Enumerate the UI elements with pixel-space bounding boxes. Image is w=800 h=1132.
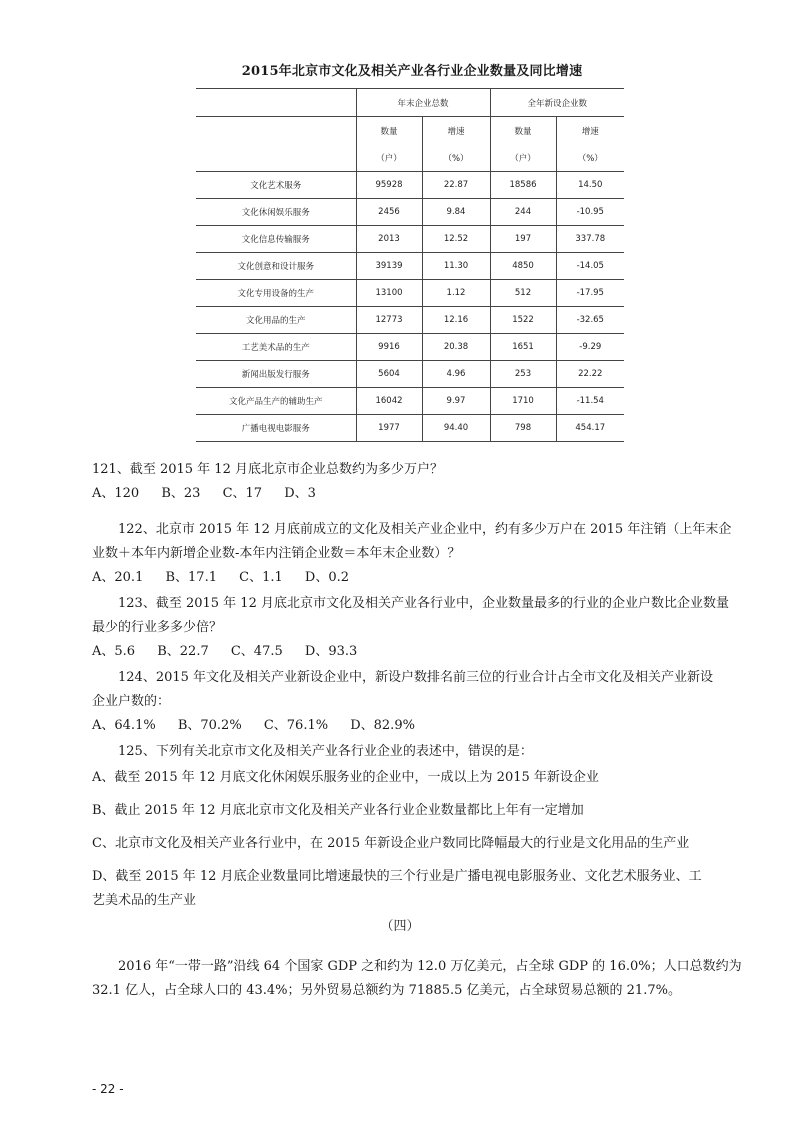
subheader-new-count: 数量: [490, 117, 556, 145]
unit-total-growth: （%）: [422, 144, 490, 172]
industry-name-cell: 文化信息传输服务: [196, 226, 356, 253]
table-stub-header: [196, 89, 356, 117]
option[interactable]: D、82.9%: [350, 718, 415, 733]
option[interactable]: B、22.7: [157, 644, 209, 659]
option[interactable]: D、3: [284, 486, 316, 501]
table-row: [196, 388, 624, 415]
subheader-total-growth: 增速: [422, 117, 490, 145]
question-124: [92, 666, 742, 738]
new-count-cell: 18586: [490, 172, 556, 199]
table-row: [196, 199, 624, 226]
new-count-cell: 798: [490, 415, 556, 442]
question-125-text: 125、下列有关北京市文化及相关产业各行业企业的表述中，错误的是：: [118, 744, 533, 759]
table-header-row: [196, 89, 624, 117]
total-growth-cell: 12.16: [422, 307, 490, 334]
new-growth-cell: -32.65: [556, 307, 624, 334]
option[interactable]: B、17.1: [165, 570, 217, 585]
option-c[interactable]: C、北京市文化及相关产业各行业中，在 2015 年新设企业户数同比降幅最大的行业是文化用品的生产业: [92, 836, 690, 851]
question-123-options: [92, 640, 742, 664]
new-growth-cell: 14.50: [556, 172, 624, 199]
total-count-cell: 2013: [356, 226, 422, 253]
enterprise-table: [196, 88, 624, 442]
question-122-options: [92, 566, 742, 590]
industry-name-cell: 文化专用设备的生产: [196, 280, 356, 307]
new-growth-cell: -9.29: [556, 334, 624, 361]
new-growth-cell: -11.54: [556, 388, 624, 415]
industry-name-cell: 工艺美术品的生产: [196, 334, 356, 361]
option-a[interactable]: A、截至 2015 年 12 月底文化休闲娱乐服务业的企业中，一成以上为 2015 年新设企业: [92, 770, 599, 785]
industry-name-cell: 文化艺术服务: [196, 172, 356, 199]
header-new-enterprises: 全年新设企业数: [490, 89, 624, 117]
industry-name-cell: 文化创意和设计服务: [196, 253, 356, 280]
section-heading: （四）: [380, 919, 420, 934]
total-growth-cell: 20.38: [422, 334, 490, 361]
new-growth-cell: -14.05: [556, 253, 624, 280]
total-growth-cell: 9.97: [422, 388, 490, 415]
industry-name-cell: 文化用品的生产: [196, 307, 356, 334]
table-title: 2015年北京市文化及相关产业各行业企业数量及同比增速: [241, 64, 583, 79]
option[interactable]: D、0.2: [304, 570, 349, 585]
question-123: [92, 592, 742, 664]
subheader-new-growth: 增速: [556, 117, 624, 145]
industry-name-cell: 新闻出版发行服务: [196, 361, 356, 388]
total-count-cell: 12773: [356, 307, 422, 334]
table-row: [196, 307, 624, 334]
table-row: [196, 226, 624, 253]
total-growth-cell: 9.84: [422, 199, 490, 226]
option[interactable]: B、70.2%: [177, 718, 242, 733]
table-row: [196, 415, 624, 442]
question-121-text: 121、截至 2015 年 12 月底北京市企业总数约为多少万户？: [92, 462, 443, 477]
total-count-cell: 16042: [356, 388, 422, 415]
total-growth-cell: 11.30: [422, 253, 490, 280]
new-growth-cell: 337.78: [556, 226, 624, 253]
option[interactable]: C、17: [222, 486, 263, 501]
new-count-cell: 197: [490, 226, 556, 253]
table-subheader-row: [196, 117, 624, 145]
table-row: [196, 361, 624, 388]
total-count-cell: 95928: [356, 172, 422, 199]
option[interactable]: A、64.1%: [92, 718, 156, 733]
option-d[interactable]: D、截至 2015 年 12 月底企业数量同比增速最快的三个行业是广播电视电影服务业、文化艺术服务业、工: [92, 869, 702, 884]
table-body: [196, 172, 624, 442]
option[interactable]: A、5.6: [92, 644, 136, 659]
option[interactable]: C、76.1%: [263, 718, 329, 733]
question-123-line2: 最少的行业多多少倍？: [92, 620, 223, 635]
new-count-cell: 1710: [490, 388, 556, 415]
total-count-cell: 5604: [356, 361, 422, 388]
new-growth-cell: 22.22: [556, 361, 624, 388]
total-count-cell: 9916: [356, 334, 422, 361]
table-row: [196, 334, 624, 361]
industry-name-cell: 文化休闲娱乐服务: [196, 199, 356, 226]
total-growth-cell: 94.40: [422, 415, 490, 442]
question-123-line1: 123、截至 2015 年 12 月底北京市文化及相关产业各行业中，企业数量最多的行业的企业户数比企业数量: [118, 596, 729, 611]
question-124-line2: 企业户数的：: [92, 694, 171, 709]
new-count-cell: 4850: [490, 253, 556, 280]
section-passage: [92, 955, 742, 1003]
question-125: [92, 740, 742, 913]
question-121: [92, 458, 742, 506]
new-growth-cell: -10.95: [556, 199, 624, 226]
total-growth-cell: 22.87: [422, 172, 490, 199]
total-count-cell: 2456: [356, 199, 422, 226]
header-year-end-total: 年末企业总数: [356, 89, 490, 117]
unit-total-count: （户）: [356, 144, 422, 172]
total-count-cell: 1977: [356, 415, 422, 442]
question-122-line2: 业数＋本年内新增企业数-本年内注销企业数＝本年末企业数）？: [92, 546, 461, 561]
new-count-cell: 512: [490, 280, 556, 307]
subheader-total-count: 数量: [356, 117, 422, 145]
passage-line2: 32.1 亿人，占全球人口的 43.4%；另外贸易总额约为 71885.5 亿美元，占全球贸易总额的 21.7%。: [92, 983, 681, 998]
unit-new-count: （户）: [490, 144, 556, 172]
table-units-row: [196, 144, 624, 172]
option-b[interactable]: B、截止 2015 年 12 月底北京市文化及相关产业各行业企业数量都比上年有一定增加: [92, 803, 584, 818]
question-124-options: [92, 714, 742, 738]
option[interactable]: A、120: [92, 486, 140, 501]
table-row: [196, 172, 624, 199]
page-number: - 22 -: [92, 1082, 124, 1096]
question-124-line1: 124、2015 年文化及相关产业新设企业中，新设户数排名前三位的行业合计占全市文化及相关产业新设: [118, 670, 714, 685]
question-122: [92, 518, 742, 590]
question-121-options: [92, 482, 742, 506]
question-122-line1: 122、北京市 2015 年 12 月底前成立的文化及相关产业企业中，约有多少万户在 2015 年注销（上年末企: [118, 522, 732, 537]
option[interactable]: A、20.1: [92, 570, 144, 585]
option[interactable]: C、47.5: [230, 644, 283, 659]
option-d-cont: 艺美术品的生产业: [92, 893, 197, 908]
new-growth-cell: 454.17: [556, 415, 624, 442]
new-count-cell: 1651: [490, 334, 556, 361]
passage-line1: 2016 年“一带一路”沿线 64 个国家 GDP 之和约为 12.0 万亿美元，占全球 GDP 的 16.0%；人口总数约为: [118, 959, 742, 974]
industry-name-cell: 广播电视电影服务: [196, 415, 356, 442]
total-growth-cell: 1.12: [422, 280, 490, 307]
unit-new-growth: （%）: [556, 144, 624, 172]
new-growth-cell: -17.95: [556, 280, 624, 307]
total-count-cell: 13100: [356, 280, 422, 307]
option[interactable]: C、1.1: [239, 570, 283, 585]
table-row: [196, 280, 624, 307]
option[interactable]: D、93.3: [304, 644, 358, 659]
total-count-cell: 39139: [356, 253, 422, 280]
option[interactable]: B、23: [161, 486, 201, 501]
industry-name-cell: 文化产品生产的辅助生产: [196, 388, 356, 415]
new-count-cell: 244: [490, 199, 556, 226]
total-growth-cell: 12.52: [422, 226, 490, 253]
table-row: [196, 253, 624, 280]
new-count-cell: 1522: [490, 307, 556, 334]
new-count-cell: 253: [490, 361, 556, 388]
total-growth-cell: 4.96: [422, 361, 490, 388]
